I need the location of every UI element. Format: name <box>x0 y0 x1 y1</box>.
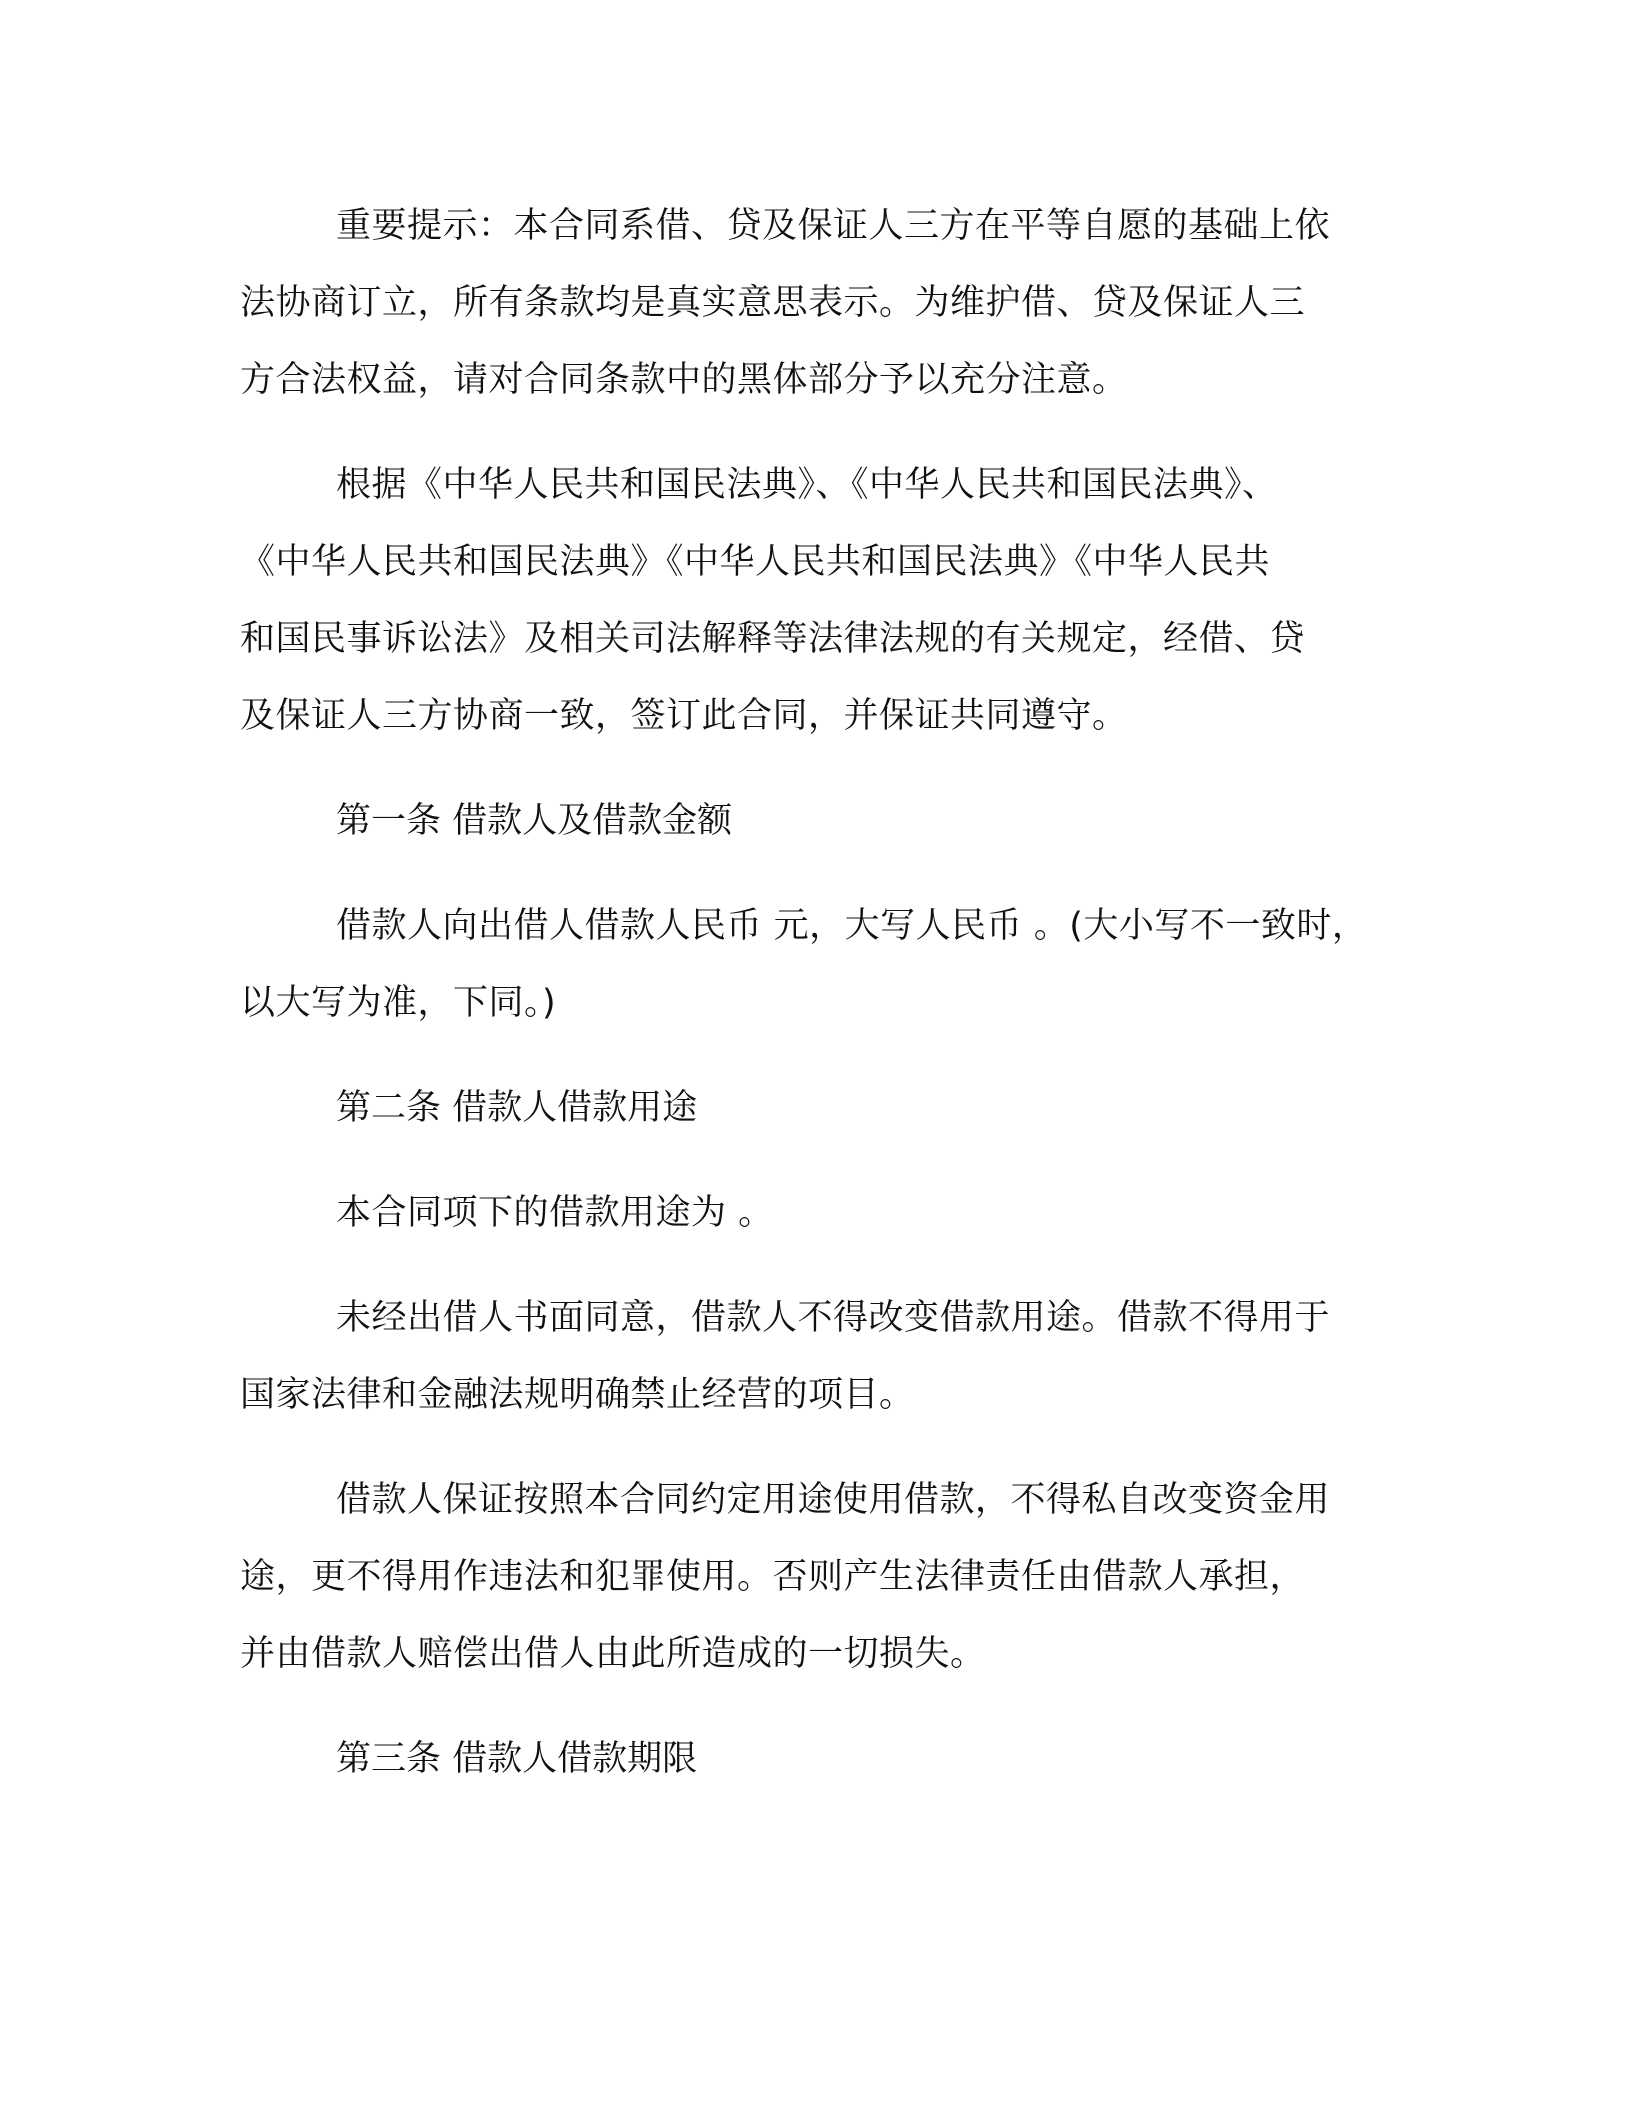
text-line: 重要提示：本合同系借、贷及保证人三方在平等自愿的基础上依 <box>336 206 1331 246</box>
text-line: 国家法律和金融法规明确禁止经营的项目。 <box>240 1375 915 1415</box>
text-line: 借款人向出借人借款人民币 元，大写人民币 。(大小写不一致时， <box>336 906 1368 946</box>
text-line: 并由借款人赔偿出借人由此所造成的一切损失。 <box>240 1634 986 1674</box>
purpose-restriction-paragraph <box>240 1280 1390 1434</box>
contract-body <box>240 188 1390 1826</box>
text-line: 方合法权益，请对合同条款中的黑体部分予以充分注意。 <box>240 360 1128 400</box>
loan-amount-paragraph <box>240 888 1390 1042</box>
text-line: 及保证人三方协商一致，签订此合同，并保证共同遵守。 <box>240 696 1128 736</box>
article-2-heading: 第二条 借款人借款用途 <box>336 1088 698 1128</box>
text-line: 以大写为准，下同。) <box>240 983 557 1023</box>
text-line: 途，更不得用作违法和犯罪使用。否则产生法律责任由借款人承担， <box>240 1557 1306 1597</box>
text-line: 未经出借人书面同意，借款人不得改变借款用途。借款不得用于 <box>336 1298 1331 1338</box>
article-1-heading: 第一条 借款人及借款金额 <box>336 801 733 841</box>
text-line: 法协商订立，所有条款均是真实意思表示。为维护借、贷及保证人三 <box>240 283 1306 323</box>
legal-basis-paragraph <box>240 447 1390 755</box>
text-line: 本合同项下的借款用途为 。 <box>336 1193 774 1233</box>
borrower-guarantee-paragraph <box>240 1462 1390 1693</box>
text-line: 借款人保证按照本合同约定用途使用借款，不得私自改变资金用 <box>336 1480 1331 1520</box>
text-line: 和国民事诉讼法》及相关司法解释等法律法规的有关规定，经借、贷 <box>240 619 1306 659</box>
loan-purpose-paragraph <box>240 1175 1390 1252</box>
text-line: 《中华人民共和国民法典》《中华人民共和国民法典》《中华人民共 <box>240 542 1271 582</box>
article-3-heading: 第三条 借款人借款期限 <box>336 1739 698 1779</box>
text-line: 根据《中华人民共和国民法典》、《中华人民共和国民法典》、 <box>336 465 1278 505</box>
important-notice-paragraph <box>240 188 1390 419</box>
